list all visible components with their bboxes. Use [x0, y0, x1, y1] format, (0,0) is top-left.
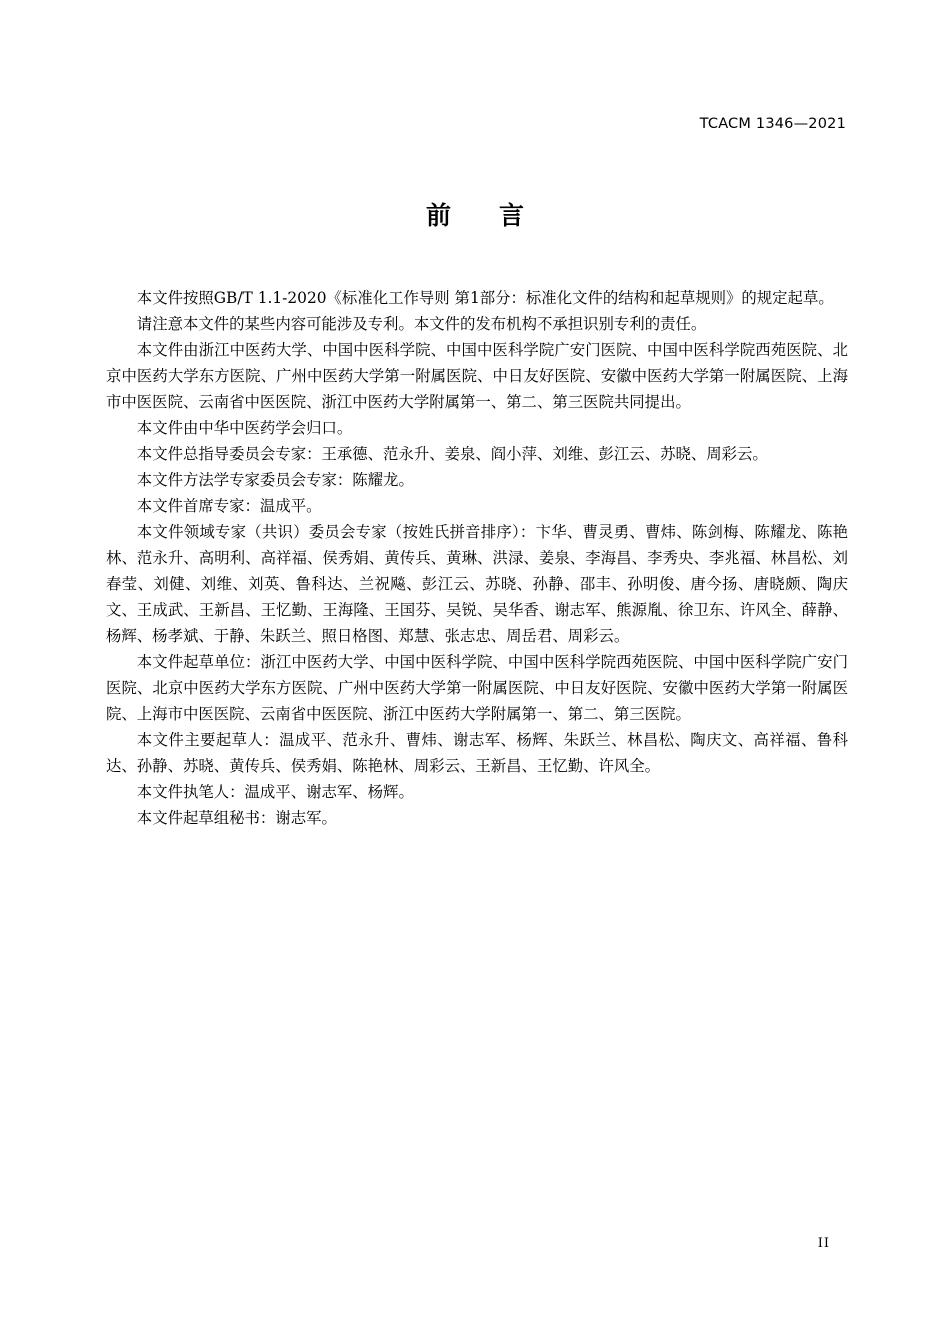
- paragraph-methodology-committee: 本文件方法学专家委员会专家：陈耀龙。: [136, 471, 414, 489]
- paragraph-secretary: 本文件起草组秘书：谢志军。: [136, 809, 337, 827]
- paragraph-writers: 本文件执笔人：温成平、谢志军、杨辉。: [136, 783, 414, 801]
- paragraph-domain-experts: 本文件领域专家（共识）委员会专家（按姓氏拼音排序）：卞华、曹灵勇、曹炜、陈剑梅、陈耀龙、陈艳林、范永升、高明利、高祥福、侯秀娟、黄传兵、黄琳、洪渌、姜泉、李海昌、李秀央、李兆福、林昌松、刘春莹、刘健、刘维、刘英、鲁科达、兰祝飚、彭江云、苏晓、孙静、邵丰、孙明俊、唐今扬、唐晓颇、陶庆文、王成武、王新昌、王忆勤、王海隆、王国芬、吴锐、吴华香、谢志军、熊源胤、徐卫东、许风全、薛静、杨辉、杨孝斌、于静、朱跃兰、照日格图、郑慧、张志忠、周岳君、周彩云。: [106, 523, 848, 645]
- page-number: II: [817, 1236, 830, 1251]
- paragraph-chief-expert: 本文件首席专家：温成平。: [136, 497, 322, 515]
- paragraph-drafting-rules: 本文件按照GB/T 1.1-2020《标准化工作导则 第1部分：标准化文件的结构和起草规则》的规定起草。: [136, 289, 834, 307]
- document-code: TCACM 1346—2021: [699, 116, 846, 132]
- paragraph-patent-notice: 请注意本文件的某些内容可能涉及专利。本文件的发布机构不承担识别专利的责任。: [136, 315, 707, 333]
- foreword-body: [106, 285, 848, 831]
- paragraph-drafting-units: 本文件起草单位：浙江中医药大学、中国中医科学院、中国中医科学院西苑医院、中国中医科学院广安门医院、北京中医药大学东方医院、广州中医药大学第一附属医院、中日友好医院、安徽中医药大学第一附属医院、上海市中医医院、云南省中医医院、浙江中医药大学附属第一、第二、第三医院。: [106, 653, 848, 723]
- paragraph-main-drafters: 本文件主要起草人：温成平、范永升、曹炜、谢志军、杨辉、朱跃兰、林昌松、陶庆文、高祥福、鲁科达、孙静、苏晓、黄传兵、侯秀娟、陈艳林、周彩云、王新昌、王忆勤、许风全。: [106, 731, 848, 775]
- page-title: 前言: [425, 201, 572, 230]
- paragraph-proposers: 本文件由浙江中医药大学、中国中医科学院、中国中医科学院广安门医院、中国中医科学院西苑医院、北京中医药大学东方医院、广州中医药大学第一附属医院、中日友好医院、安徽中医药大学第一附属医院、上海市中医医院、云南省中医医院、浙江中医药大学附属第一、第二、第三医院共同提出。: [106, 341, 848, 411]
- paragraph-guidance-committee: 本文件总指导委员会专家：王承德、范永升、姜泉、阎小萍、刘维、彭江云、苏晓、周彩云。: [136, 445, 768, 463]
- paragraph-administration: 本文件由中华中医药学会归口。: [136, 419, 353, 437]
